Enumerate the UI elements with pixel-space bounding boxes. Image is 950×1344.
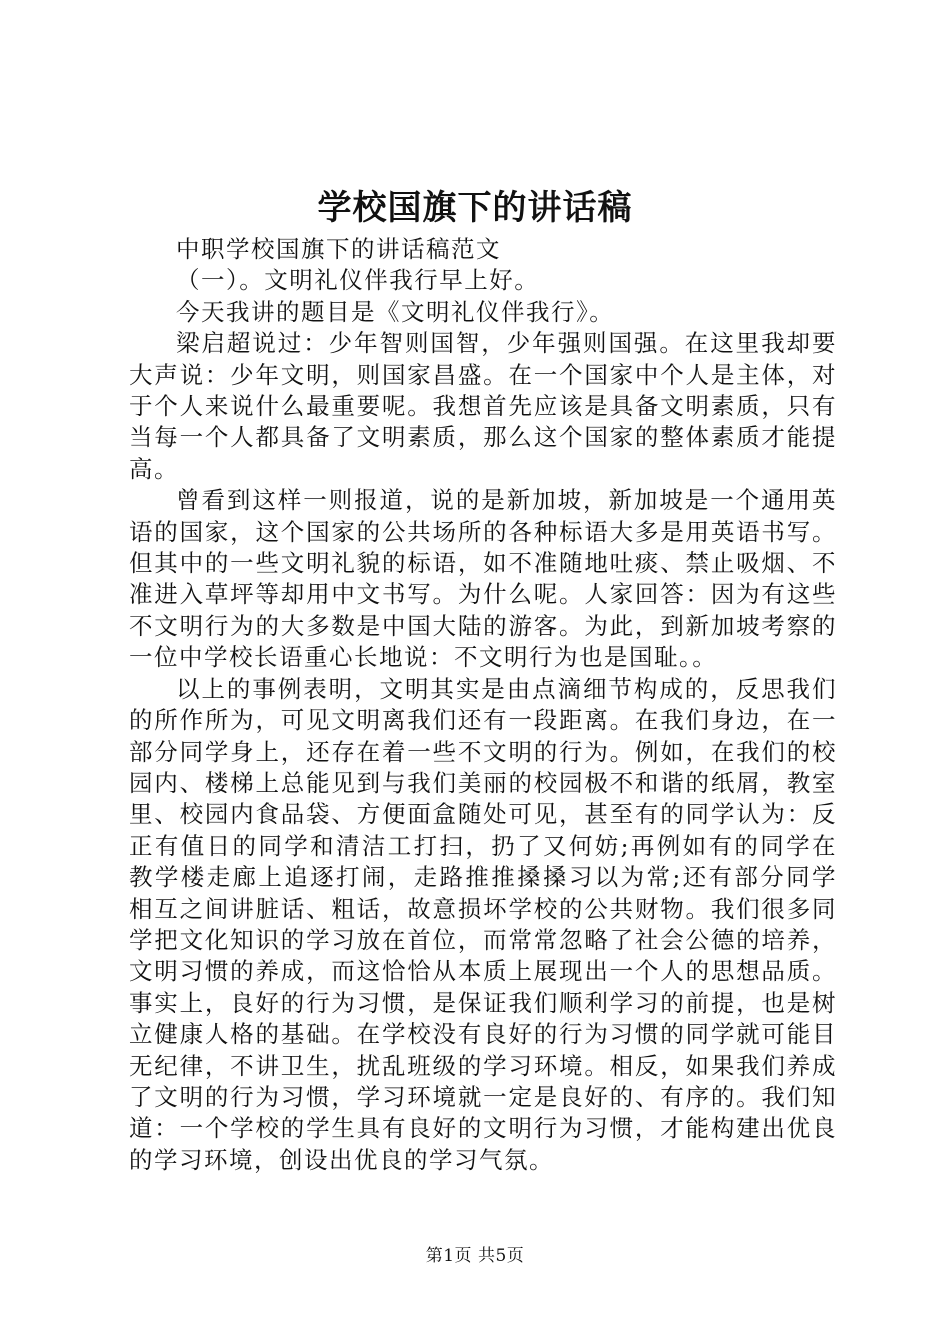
document-body: [129, 234, 837, 1176]
document-title: 学校国旗下的讲话稿: [317, 188, 633, 228]
paragraph-body: 梁启超说过：少年智则国智，少年强则国强。在这里我却要大声说：少年文明，则国家昌盛。在一个国家中个人是主体，对于个人来说什么最重要呢。我想首先应该是具备文明素质，只有当每一个人都具备了文明素质，那么这个国家的整体素质才能提高。: [129, 329, 837, 483]
paragraph-subtitle: 中职学校国旗下的讲话稿范文: [176, 235, 501, 263]
paragraph-section-heading: （一）。文明礼仪伴我行早上好。: [176, 266, 540, 295]
paragraph-body: 曾看到这样一则报道，说的是新加坡，新加坡是一个通用英语的国家，这个国家的公共场所的各种标语大多是用英语书写。但其中的一些文明礼貌的标语，如不准随地吐痰、禁止吸烟、不准进入草坪等却用中文书写。为什么呢。人家回答：因为有这些不文明行为的大多数是中国大陆的游客。为此，到新加坡考察的一位中学校长语重心长地说：不文明行为也是国耻。。: [129, 486, 837, 672]
paragraph-topic: 今天我讲的题目是《文明礼仪伴我行》。: [176, 297, 615, 326]
page-number-footer: 第1页 共5页: [425, 1246, 525, 1266]
paragraph-body: 以上的事例表明，文明其实是由点滴细节构成的，反思我们的所作所为，可见文明离我们还有一段距离。在我们身边，在一部分同学身上，还存在着一些不文明的行为。例如，在我们的校园内、楼梯上总能见到与我们美丽的校园极不和谐的纸屑，教室里、校园内食品袋、方便面盒随处可见，甚至有的同学认为：反正有值日的同学和清洁工打扫，扔了又何妨;再例如有的同学在教学楼走廊上追逐打闹，走路推推搡搡习以为常;还有部分同学相互之间讲脏话、粗话，故意损坏学校的公共财物。我们很多同学把文化知识的学习放在首位，而常常忽略了社会公德的培养，文明习惯的养成，而这恰恰从本质上展现出一个人的思想品质。事实上，良好的行为习惯，是保证我们顺利学习的前提，也是树立健康人格的基础。在学校没有良好的行为习惯的同学就可能目无纪律，不讲卫生，扰乱班级的学习环境。相反，如果我们养成了文明的行为习惯，学习环境就一定是良好的、有序的。我们知道：一个学校的学生具有良好的文明行为习惯，才能构建出优良的学习环境，创设出优良的学习气氛。: [129, 674, 837, 1174]
